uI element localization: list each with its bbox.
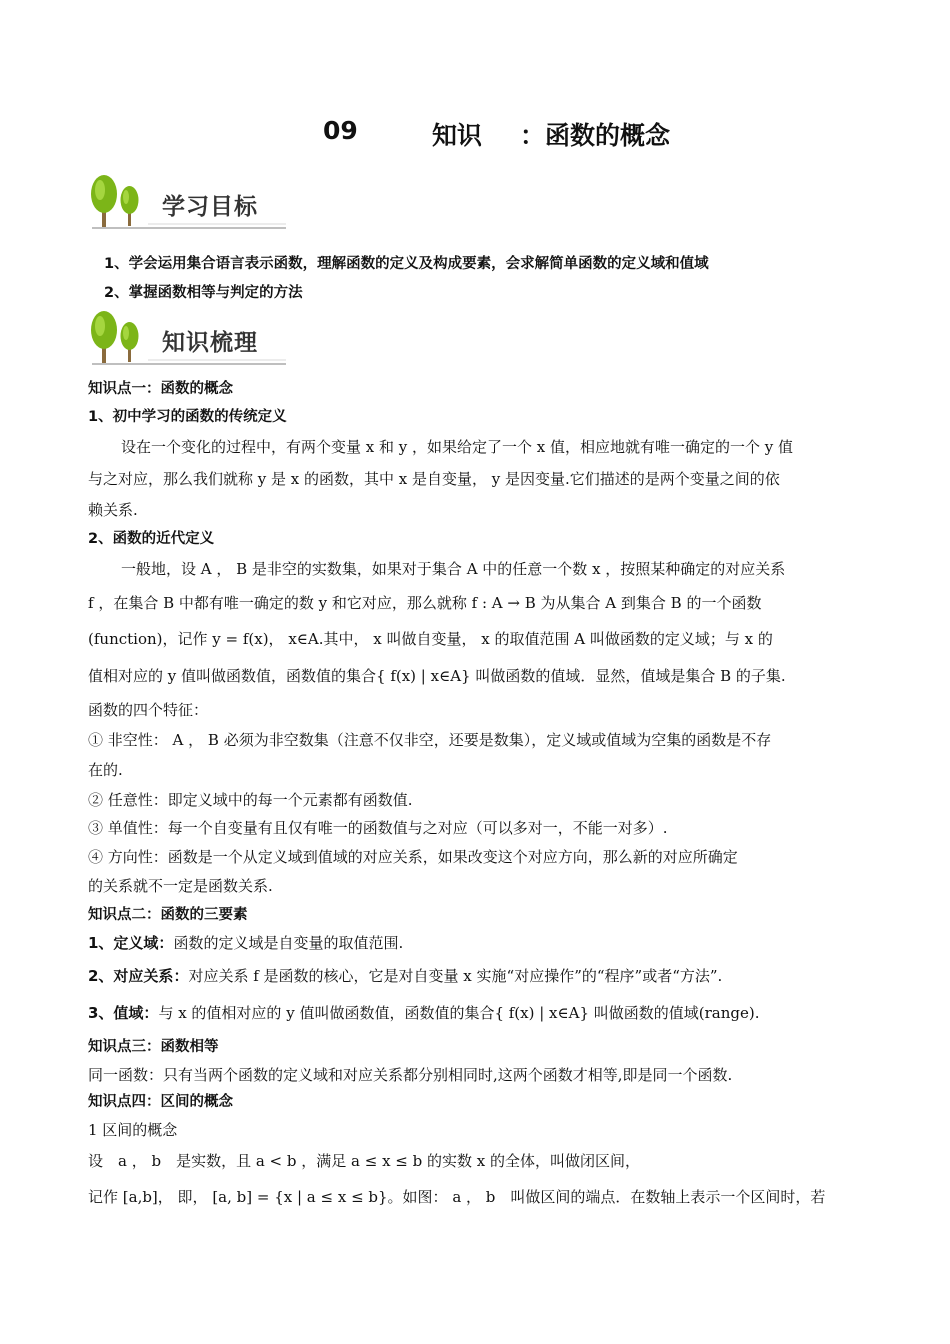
element-text: 与 x 的值相对应的 y 值叫做函数值，函数值的集合{ f(x) | x∈A} 叫做函数的值域(range). (158, 1004, 760, 1022)
section-heading: 知识点一：函数的概念 (88, 381, 233, 397)
title-word: 知识 (432, 121, 483, 150)
paragraph-line: f ，在集合 B 中都有唯一确定的数 y 和它对应，那么就称 f : A → B 为从集合 A 到集合 B 的一个函数 (88, 594, 762, 612)
banner-label: 学习目标 (162, 194, 258, 220)
feature-line: ① 非空性： A ， B 必须为非空数集（注意不仅非空，还要是数集），定义域或值域为空集的函数是不存 (88, 731, 772, 749)
goal-item: 2、掌握函数相等与判定的方法 (104, 285, 303, 301)
feature-line: ③ 单值性：每一个自变量有且仅有唯一的函数值与之对应（可以多对一，不能一对多）. (88, 819, 668, 837)
learning-goals-banner (88, 174, 293, 232)
section-heading: 知识点二：函数的三要素 (88, 907, 248, 923)
feature-line: ④ 方向性：函数是一个从定义域到值域的对应关系，如果改变这个对应方向，那么新的对应所确定 (88, 848, 738, 866)
element-line (88, 1002, 760, 1024)
element-label: 2、对应关系： (88, 967, 189, 985)
element-label: 1、定义域： (88, 934, 174, 952)
element-label: 3、值域： (88, 1004, 159, 1022)
paragraph-line: 赖关系. (88, 501, 138, 519)
features-title: 函数的四个特征： (88, 701, 209, 719)
paragraph-line: 与之对应，那么我们就称 y 是 x 的函数，其中 x 是自变量， y 是因变量.它们描述的是两个变量之间的依 (88, 470, 780, 488)
feature-line: ② 任意性：即定义域中的每一个元素都有函数值. (88, 791, 413, 809)
title-number: 09 (323, 116, 358, 145)
paragraph-line: 设在一个变化的过程中，有两个变量 x 和 y ，如果给定了一个 x 值，相应地就有唯一确定的一个 y 值 (121, 438, 794, 456)
goal-item: 1、学会运用集合语言表示函数，理解函数的定义及构成要素，会求解简单函数的定义域和值域 (104, 256, 709, 272)
subsection-heading: 1、初中学习的函数的传统定义 (88, 409, 287, 425)
feature-line: 的关系就不一定是函数关系. (88, 877, 273, 895)
title-topic: ：函数的概念 (520, 121, 671, 150)
feature-line: 在的. (88, 761, 123, 779)
subsection-heading: 1 区间的概念 (88, 1121, 178, 1139)
paragraph-line: 同一函数：只有当两个函数的定义域和对应关系都分别相同时,这两个函数才相等,即是同一个函数. (88, 1066, 733, 1084)
section-heading: 知识点三：函数相等 (88, 1039, 219, 1055)
element-line (88, 932, 403, 954)
banner-label: 知识梳理 (162, 330, 258, 356)
element-text: 对应关系 f 是函数的核心，它是对自变量 x 实施“对应操作”的“程序”或者“方法”. (188, 967, 723, 985)
paragraph-line: (function)，记作 y = f(x)， x∈A.其中， x 叫做自变量， x 的取值范围 A 叫做函数的定义域；与 x 的 (88, 630, 773, 648)
page-title (0, 112, 950, 152)
paragraph-line: 值相对应的 y 值叫做函数值，函数值的集合{ f(x) | x∈A} 叫做函数的值域．显然，值域是集合 B 的子集. (88, 667, 786, 685)
paragraph-line: 设 a ， b 是实数，且 a < b ，满足 a ≤ x ≤ b 的实数 x 的全体，叫做闭区间， (88, 1152, 641, 1170)
element-text: 函数的定义域是自变量的取值范围. (173, 934, 404, 952)
element-line (88, 965, 722, 987)
paragraph-line: 一般地，设 A ， B 是非空的实数集，如果对于集合 A 中的任意一个数 x ，按照某种确定的对应关系 (121, 560, 786, 578)
section-heading: 知识点四：区间的概念 (88, 1094, 233, 1110)
knowledge-summary-banner (88, 310, 293, 368)
paragraph-line: 记作 [a,b]， 即， [a, b] = {x | a ≤ x ≤ b}。如图： a ， b 叫做区间的端点．在数轴上表示一个区间时，若 (88, 1188, 826, 1206)
subsection-heading: 2、函数的近代定义 (88, 531, 215, 547)
